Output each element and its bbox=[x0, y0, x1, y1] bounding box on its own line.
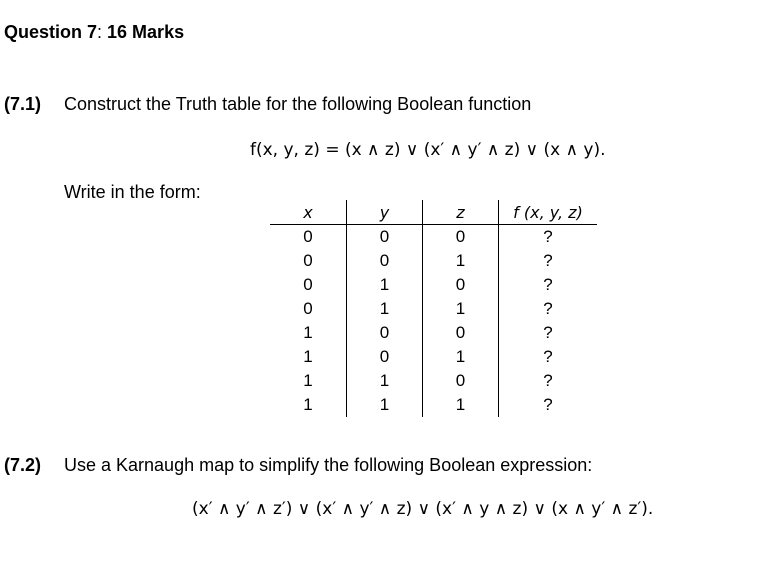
cell-x: 0 bbox=[303, 299, 313, 318]
cell-f: ? bbox=[499, 345, 598, 369]
table-row bbox=[270, 273, 597, 297]
cell-f: ? bbox=[499, 393, 598, 417]
part2-expression: (x′ ∧ y′ ∧ z′) ∨ (x′ ∧ y′ ∧ z) ∨ (x′ ∧ y ∧ z) ∨ (x ∧ y′ ∧ z′). bbox=[192, 499, 654, 519]
cell-z: 0 bbox=[423, 225, 499, 250]
cell-z: 0 bbox=[423, 321, 499, 345]
question-heading bbox=[4, 22, 184, 43]
header-z: z bbox=[423, 200, 499, 225]
cell-x: 0 bbox=[303, 275, 313, 294]
part1-instruction: Construct the Truth table for the following Boolean function bbox=[64, 94, 532, 114]
truth-table bbox=[270, 200, 597, 417]
header-y: y bbox=[347, 200, 423, 225]
table-row bbox=[270, 225, 597, 250]
part1-function: f(x, y, z) = (x ∧ z) ∨ (x′ ∧ y′ ∧ z) ∨ (x ∧ y). bbox=[250, 140, 606, 160]
table-row bbox=[270, 393, 597, 417]
cell-y: 1 bbox=[347, 393, 423, 417]
header-x: x bbox=[270, 200, 347, 225]
cell-y: 0 bbox=[347, 249, 423, 273]
heading-colon: : bbox=[97, 22, 108, 42]
cell-y: 1 bbox=[347, 273, 423, 297]
cell-y: 1 bbox=[347, 297, 423, 321]
cell-z: 1 bbox=[423, 393, 499, 417]
cell-z: 1 bbox=[423, 297, 499, 321]
cell-f: ? bbox=[499, 321, 598, 345]
cell-x: 1 bbox=[303, 395, 313, 414]
cell-f: ? bbox=[499, 225, 598, 250]
cell-f: ? bbox=[499, 297, 598, 321]
cell-y: 1 bbox=[347, 369, 423, 393]
truth-table-header bbox=[270, 200, 597, 225]
write-form-text: Write in the form: bbox=[64, 182, 201, 202]
cell-z: 1 bbox=[423, 249, 499, 273]
question-marks: 16 Marks bbox=[107, 22, 185, 42]
cell-f: ? bbox=[499, 249, 598, 273]
cell-x: 0 bbox=[303, 227, 313, 246]
cell-x: 1 bbox=[303, 347, 313, 366]
table-row bbox=[270, 321, 597, 345]
header-f: f (x, y, z) bbox=[499, 200, 598, 225]
cell-x: 0 bbox=[303, 251, 313, 270]
question-number: Question 7 bbox=[4, 22, 98, 42]
cell-z: 0 bbox=[423, 369, 499, 393]
cell-z: 1 bbox=[423, 345, 499, 369]
cell-y: 0 bbox=[347, 321, 423, 345]
table-row bbox=[270, 249, 597, 273]
cell-y: 0 bbox=[347, 345, 423, 369]
cell-z: 0 bbox=[423, 273, 499, 297]
cell-x: 1 bbox=[303, 323, 313, 342]
table-row bbox=[270, 369, 597, 393]
cell-x: 1 bbox=[303, 371, 313, 390]
cell-f: ? bbox=[499, 369, 598, 393]
cell-y: 0 bbox=[347, 225, 423, 250]
table-row bbox=[270, 345, 597, 369]
table-row bbox=[270, 297, 597, 321]
part2-instruction: Use a Karnaugh map to simplify the following Boolean expression: bbox=[64, 455, 593, 475]
part2-label: (7.2) bbox=[4, 455, 42, 475]
part1-label: (7.1) bbox=[4, 94, 42, 114]
cell-f: ? bbox=[499, 273, 598, 297]
